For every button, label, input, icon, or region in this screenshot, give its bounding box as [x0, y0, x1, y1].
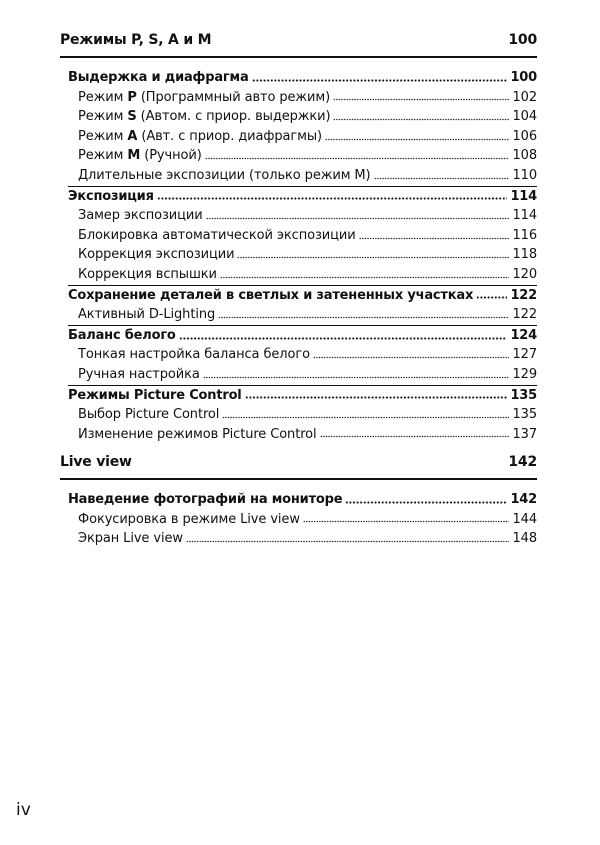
- toc-section[interactable]: [68, 187, 537, 207]
- toc-entry[interactable]: [68, 529, 537, 549]
- title-text: Режим: [78, 148, 128, 164]
- toc-entry-page: 135: [512, 407, 537, 423]
- toc-section[interactable]: [68, 490, 537, 510]
- chapter-rule: [60, 478, 537, 480]
- title-text: Наведение фотографий на мониторе: [68, 492, 343, 507]
- dot-leader: [222, 410, 509, 420]
- toc-section-page: 114: [510, 188, 537, 204]
- dot-leader: [186, 534, 510, 544]
- toc-entry[interactable]: [68, 206, 537, 226]
- title-text: Режим: [78, 89, 128, 105]
- dot-leader: [218, 310, 509, 320]
- chapter-rule: [60, 56, 537, 58]
- title-text: Ручная настройка: [78, 366, 200, 382]
- dot-leader: [157, 191, 508, 201]
- toc-entry-page: 129: [512, 366, 537, 382]
- title-text: Замер экспозиции: [78, 208, 203, 224]
- toc-entry-title: [78, 265, 217, 285]
- toc-entry[interactable]: [68, 425, 537, 445]
- toc-entry[interactable]: [68, 146, 537, 166]
- title-text: Экран Live view: [78, 531, 183, 547]
- toc-section-page: 135: [510, 387, 537, 403]
- toc-section[interactable]: [68, 68, 537, 88]
- title-text: (Ручной): [140, 148, 202, 164]
- title-text: Блокировка автоматической экспозиции: [78, 227, 356, 243]
- toc-section-title: [68, 490, 342, 510]
- toc-entry-page: 114: [512, 208, 537, 224]
- toc-entry-title: [78, 365, 200, 385]
- title-text: Выдержка и диафрагма: [68, 70, 249, 85]
- dot-leader: [179, 331, 508, 341]
- toc-section-page: 122: [510, 287, 537, 303]
- toc-section-page: 100: [510, 70, 537, 85]
- dot-leader: [320, 429, 510, 439]
- dot-leader: [313, 350, 510, 360]
- title-text: Режим: [78, 109, 128, 125]
- dot-leader: [333, 92, 509, 102]
- title-text: Длительные экспозиции (только режим M): [78, 167, 371, 183]
- title-text: (Программный авто режим): [136, 89, 331, 105]
- toc-entry[interactable]: [68, 405, 537, 425]
- dot-leader: [333, 112, 509, 122]
- dot-leader: [325, 132, 510, 142]
- toc-entry-page: 108: [512, 148, 537, 164]
- chapter-page: 100: [508, 32, 537, 48]
- dot-leader: [205, 151, 510, 161]
- toc-chapter-1: [68, 68, 537, 444]
- toc-section-title: [68, 68, 249, 88]
- toc-entry-title: [78, 529, 183, 549]
- toc-entry-title: [78, 510, 300, 530]
- toc-entry-page: 122: [512, 307, 537, 323]
- dot-leader: [206, 211, 510, 221]
- toc-entry-title: [78, 166, 371, 186]
- toc-entry-title: [78, 245, 234, 265]
- title-text: Баланс белого: [68, 327, 176, 343]
- toc-entry-page: 127: [512, 347, 537, 363]
- toc-entry-title: [78, 345, 310, 365]
- mode-letter: P: [127, 89, 137, 105]
- toc-entry-page: 116: [512, 227, 537, 243]
- toc-entry-page: 120: [512, 266, 537, 282]
- toc-section-page: 142: [510, 492, 537, 507]
- toc-entry-page: 144: [512, 511, 537, 527]
- dot-leader: [374, 171, 510, 181]
- toc-entry[interactable]: [68, 88, 537, 108]
- title-text: Выбор Picture Control: [78, 407, 220, 423]
- toc-section-page: 124: [510, 327, 537, 343]
- chapter-heading: [60, 454, 537, 470]
- toc-entry-title: [78, 88, 330, 108]
- toc-entry[interactable]: [68, 365, 537, 385]
- toc-section[interactable]: [68, 286, 537, 306]
- toc-entry-title: [78, 305, 215, 325]
- title-text: Фокусировка в режиме Live view: [78, 511, 300, 527]
- toc-entry[interactable]: [68, 305, 537, 325]
- toc-entry-page: 102: [512, 89, 537, 105]
- toc-entry-page: 104: [512, 109, 537, 125]
- title-text: Тонкая настройка баланса белого: [78, 347, 310, 363]
- title-text: Коррекция экспозиции: [78, 247, 235, 263]
- dot-leader: [303, 514, 510, 524]
- toc-entry-title: [78, 107, 330, 127]
- page-folio: iv: [16, 800, 31, 820]
- toc-section-title: [68, 286, 473, 306]
- chapter-title: Live view: [60, 454, 132, 470]
- toc-entry-page: 110: [512, 167, 537, 183]
- toc-entry[interactable]: [68, 265, 537, 285]
- dot-leader: [237, 250, 509, 260]
- dot-leader: [359, 231, 510, 241]
- toc-entry[interactable]: [68, 345, 537, 365]
- toc-entry[interactable]: [68, 510, 537, 530]
- dot-leader: [345, 495, 507, 505]
- chapter-heading: [60, 32, 537, 48]
- toc-chapter-2: [68, 490, 537, 549]
- title-text: (Авт. с приор. диафрагмы): [137, 128, 322, 144]
- toc-entry[interactable]: [68, 245, 537, 265]
- dot-leader: [203, 370, 510, 380]
- toc-entry-page: 106: [512, 128, 537, 144]
- title-text: Сохранение деталей в светлых и затененных участках: [68, 287, 474, 303]
- toc-section-title: [68, 386, 242, 406]
- toc-entry[interactable]: [68, 107, 537, 127]
- toc-entry-title: [78, 206, 203, 226]
- title-text: Изменение режимов Picture Control: [78, 426, 317, 442]
- toc-entry-title: [78, 226, 356, 246]
- title-text: Режим: [78, 128, 128, 144]
- toc-entry-title: [78, 425, 317, 445]
- toc-entry-title: [78, 405, 219, 425]
- toc-section-title: [68, 187, 154, 207]
- title-text: Коррекция вспышки: [78, 266, 217, 282]
- toc-section[interactable]: [68, 386, 537, 406]
- toc-entry-title: [78, 146, 202, 166]
- toc-entry[interactable]: [68, 166, 537, 186]
- toc-entry[interactable]: [68, 127, 537, 147]
- toc-section[interactable]: [68, 326, 537, 346]
- chapter-page: 142: [508, 454, 537, 470]
- toc-entry-title: [78, 127, 322, 147]
- chapter-title: Режимы P, S, A и M: [60, 32, 212, 48]
- mode-letter: S: [127, 109, 137, 125]
- dot-leader: [476, 290, 507, 300]
- toc-entry-page: 137: [512, 426, 537, 442]
- dot-leader: [252, 73, 508, 83]
- title-text: Режимы Picture Control: [68, 387, 242, 403]
- toc-entry-page: 148: [512, 531, 537, 547]
- toc-section-title: [68, 326, 176, 346]
- title-text: Экспозиция: [68, 188, 154, 204]
- dot-leader: [245, 390, 508, 400]
- dot-leader: [220, 270, 510, 280]
- toc-entry-page: 118: [512, 247, 537, 263]
- title-text: (Автом. с приор. выдержки): [136, 109, 331, 125]
- title-text: Активный D-Lighting: [78, 307, 216, 323]
- mode-letter: A: [127, 128, 138, 144]
- toc-entry[interactable]: [68, 226, 537, 246]
- mode-letter: M: [127, 148, 141, 164]
